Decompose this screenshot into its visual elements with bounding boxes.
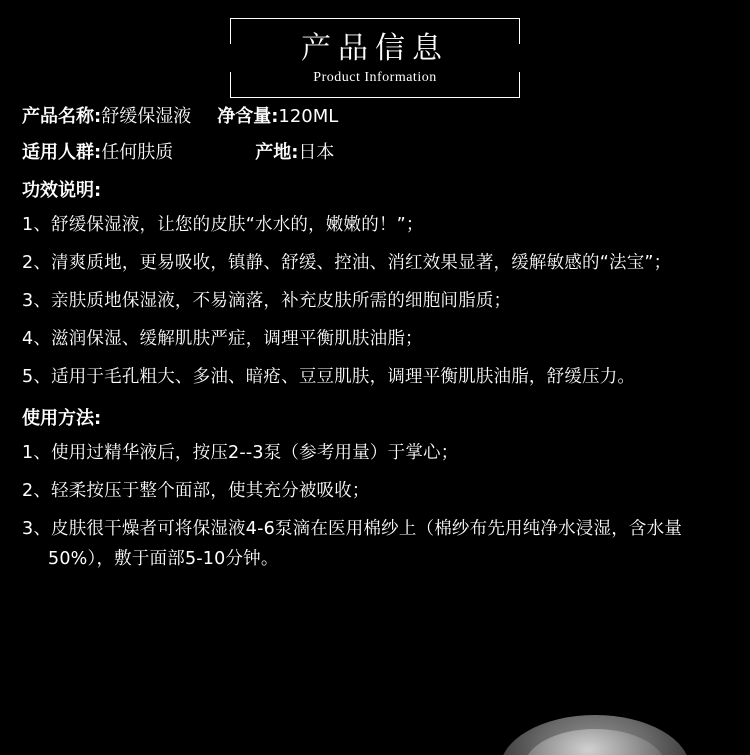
hair-shape-outer [500, 715, 690, 755]
spec-label-net-content: 净含量: [217, 106, 279, 127]
product-info-content [22, 104, 732, 582]
model-photo-top [500, 709, 690, 755]
efficacy-item: 4、滋润保湿、缓解肌肤严症，调理平衡肌肤油脂； [22, 329, 423, 349]
efficacy-heading: 功效说明: [22, 180, 102, 201]
spec-label-product-name: 产品名称: [22, 106, 102, 127]
efficacy-item: 3、亲肤质地保湿液，不易滴落，补充皮肤所需的细胞间脂质； [22, 291, 512, 311]
efficacy-item: 5、适用于毛孔粗大、多油、暗疮、豆豆肌肤，调理平衡肌肤油脂，舒缓压力。 [22, 367, 636, 387]
spec-value-net-content: 120ML [278, 106, 339, 127]
spec-label-suitable-for: 适用人群: [22, 142, 102, 163]
usage-item: 1、使用过精华液后，按压2--3泵（参考用量）于掌心； [22, 443, 459, 463]
spec-value-origin: 日本 [298, 142, 335, 163]
spec-value-product-name: 舒缓保湿液 [101, 106, 192, 127]
page-subtitle: Product Information [313, 70, 437, 85]
efficacy-item: 1、舒缓保湿液，让您的皮肤“水水的，嫩嫩的！”； [22, 215, 424, 235]
spec-row-audience-origin [22, 140, 732, 166]
usage-heading: 使用方法: [22, 408, 102, 429]
frame-corner-top-right [519, 18, 520, 44]
efficacy-item: 2、清爽质地，更易吸收，镇静、舒缓、控油、消红效果显著，缓解敏感的“法宝”； [22, 253, 672, 273]
spec-row-name-volume [22, 104, 732, 130]
title-block [0, 18, 750, 98]
spec-value-suitable-for: 任何肤质 [101, 142, 174, 163]
usage-item: 2、轻柔按压于整个面部，使其充分被吸收； [22, 481, 370, 501]
frame-corner-bottom-right [519, 72, 520, 98]
title-frame [230, 18, 520, 98]
frame-corner-top-left [230, 18, 231, 44]
page-title: 产品信息 [301, 31, 449, 66]
frame-corner-bottom-left [230, 72, 231, 98]
hair-shape-inner [524, 729, 666, 755]
usage-item: 3、皮肤很干燥者可将保湿液4-6泵滴在医用棉纱上（棉纱布先用纯净水浸湿，含水量50%），敷于面部5-10分钟。 [22, 519, 683, 569]
spec-label-origin: 产地: [255, 142, 299, 163]
